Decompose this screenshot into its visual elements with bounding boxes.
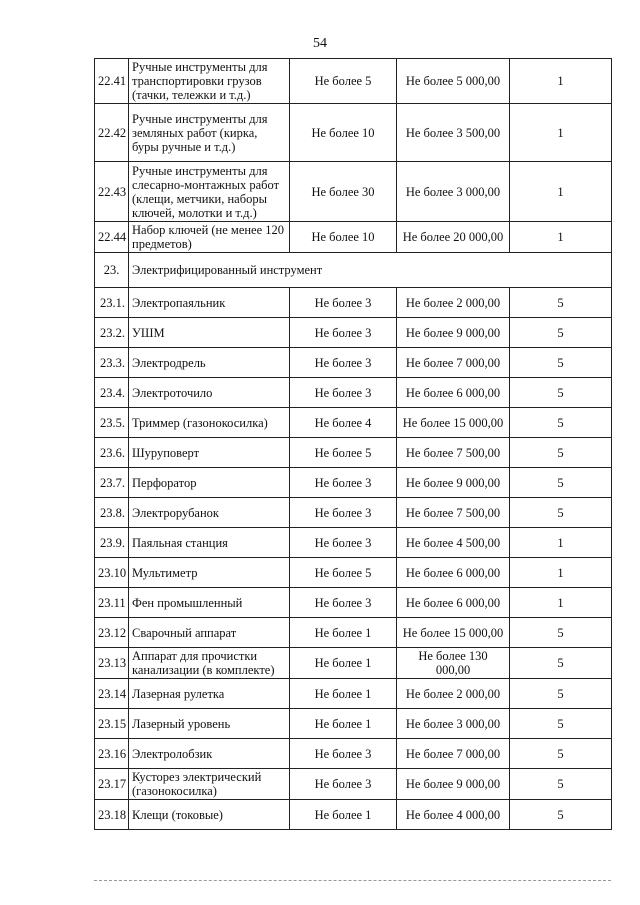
item-number-cell: 23.5. bbox=[95, 408, 129, 438]
table-row bbox=[95, 222, 612, 253]
item-term-cell: 5 bbox=[510, 800, 612, 830]
item-number-cell: 23.2. bbox=[95, 318, 129, 348]
item-price-cell: Не более 9 000,00 bbox=[397, 318, 510, 348]
table-row bbox=[95, 318, 612, 348]
table-row bbox=[95, 558, 612, 588]
item-number-cell: 23.15 bbox=[95, 709, 129, 739]
item-name-cell: Ручные инструменты для слесарно-монтажных работ (клещи, метчики, наборы ключей, молотки и т.д.) bbox=[129, 162, 290, 222]
item-number-cell: 23.3. bbox=[95, 348, 129, 378]
item-name-cell: Набор ключей (не менее 120 предметов) bbox=[129, 222, 290, 253]
item-number-cell: 22.42 bbox=[95, 104, 129, 162]
item-quantity-cell: Не более 30 bbox=[290, 162, 397, 222]
item-price-cell: Не более 9 000,00 bbox=[397, 769, 510, 800]
item-name-cell: Перфоратор bbox=[129, 468, 290, 498]
item-term-cell: 1 bbox=[510, 558, 612, 588]
item-number-cell: 23.16 bbox=[95, 739, 129, 769]
item-name-cell: Паяльная станция bbox=[129, 528, 290, 558]
item-quantity-cell: Не более 1 bbox=[290, 648, 397, 679]
item-price-cell: Не более 7 000,00 bbox=[397, 348, 510, 378]
item-quantity-cell: Не более 1 bbox=[290, 618, 397, 648]
item-number-cell: 23.7. bbox=[95, 468, 129, 498]
table-row bbox=[95, 104, 612, 162]
item-number-cell: 23.9. bbox=[95, 528, 129, 558]
item-term-cell: 5 bbox=[510, 648, 612, 679]
item-name-cell: Фен промышленный bbox=[129, 588, 290, 618]
table-row bbox=[95, 408, 612, 438]
item-term-cell: 1 bbox=[510, 222, 612, 253]
item-name-cell: Триммер (газонокосилка) bbox=[129, 408, 290, 438]
item-term-cell: 5 bbox=[510, 709, 612, 739]
item-name-cell: Электроточило bbox=[129, 378, 290, 408]
item-quantity-cell: Не более 3 bbox=[290, 498, 397, 528]
table-row bbox=[95, 679, 612, 709]
item-number-cell: 23.11 bbox=[95, 588, 129, 618]
table-row bbox=[95, 288, 612, 318]
item-quantity-cell: Не более 3 bbox=[290, 378, 397, 408]
item-quantity-cell: Не более 3 bbox=[290, 588, 397, 618]
item-price-cell: Не более 6 000,00 bbox=[397, 558, 510, 588]
item-name-cell: Электропаяльник bbox=[129, 288, 290, 318]
table-row bbox=[95, 498, 612, 528]
item-term-cell: 5 bbox=[510, 348, 612, 378]
item-name-cell: Лазерная рулетка bbox=[129, 679, 290, 709]
item-quantity-cell: Не более 3 bbox=[290, 348, 397, 378]
item-price-cell: Не более 6 000,00 bbox=[397, 378, 510, 408]
page-bottom-divider bbox=[94, 880, 611, 881]
item-number-cell: 23.18 bbox=[95, 800, 129, 830]
item-price-cell: Не более 2 000,00 bbox=[397, 679, 510, 709]
item-quantity-cell: Не более 3 bbox=[290, 739, 397, 769]
item-number-cell: 23.6. bbox=[95, 438, 129, 468]
table-row bbox=[95, 468, 612, 498]
item-number-cell: 23.10 bbox=[95, 558, 129, 588]
table-row bbox=[95, 59, 612, 104]
item-quantity-cell: Не более 3 bbox=[290, 528, 397, 558]
item-quantity-cell: Не более 5 bbox=[290, 438, 397, 468]
table-row bbox=[95, 800, 612, 830]
item-term-cell: 5 bbox=[510, 468, 612, 498]
item-number-cell: 23.17 bbox=[95, 769, 129, 800]
table-row bbox=[95, 709, 612, 739]
table-row bbox=[95, 438, 612, 468]
item-price-cell: Не более 7 000,00 bbox=[397, 739, 510, 769]
section-title-cell: Электрифицированный инструмент bbox=[129, 253, 612, 288]
item-term-cell: 5 bbox=[510, 288, 612, 318]
item-price-cell: Не более 5 000,00 bbox=[397, 59, 510, 104]
item-number-cell: 22.41 bbox=[95, 59, 129, 104]
item-term-cell: 5 bbox=[510, 739, 612, 769]
table-row bbox=[95, 648, 612, 679]
item-quantity-cell: Не более 1 bbox=[290, 709, 397, 739]
item-term-cell: 5 bbox=[510, 498, 612, 528]
item-term-cell: 1 bbox=[510, 588, 612, 618]
item-term-cell: 5 bbox=[510, 769, 612, 800]
item-number-cell: 23.13 bbox=[95, 648, 129, 679]
table-row bbox=[95, 348, 612, 378]
item-name-cell: Аппарат для прочистки канализации (в комплекте) bbox=[129, 648, 290, 679]
item-price-cell: Не более 3 000,00 bbox=[397, 162, 510, 222]
item-name-cell: Ручные инструменты для транспортировки грузов (тачки, тележки и т.д.) bbox=[129, 59, 290, 104]
item-price-cell: Не более 4 500,00 bbox=[397, 528, 510, 558]
item-term-cell: 1 bbox=[510, 162, 612, 222]
item-number-cell: 23.4. bbox=[95, 378, 129, 408]
table-row bbox=[95, 769, 612, 800]
item-number-cell: 23.14 bbox=[95, 679, 129, 709]
table-row bbox=[95, 588, 612, 618]
table-row bbox=[95, 162, 612, 222]
item-name-cell: Кусторез электрический (газонокосилка) bbox=[129, 769, 290, 800]
item-number-cell: 22.43 bbox=[95, 162, 129, 222]
table-row bbox=[95, 739, 612, 769]
table-row bbox=[95, 378, 612, 408]
item-price-cell: Не более 20 000,00 bbox=[397, 222, 510, 253]
item-number-cell: 23.12 bbox=[95, 618, 129, 648]
section-row bbox=[95, 253, 612, 288]
item-price-cell: Не более 130 000,00 bbox=[397, 648, 510, 679]
item-name-cell: Электрорубанок bbox=[129, 498, 290, 528]
item-term-cell: 1 bbox=[510, 528, 612, 558]
equipment-table bbox=[94, 58, 612, 830]
item-price-cell: Не более 15 000,00 bbox=[397, 408, 510, 438]
item-quantity-cell: Не более 4 bbox=[290, 408, 397, 438]
item-quantity-cell: Не более 3 bbox=[290, 468, 397, 498]
page-number: 54 bbox=[313, 36, 327, 51]
item-name-cell: УШМ bbox=[129, 318, 290, 348]
item-name-cell: Электродрель bbox=[129, 348, 290, 378]
item-quantity-cell: Не более 5 bbox=[290, 59, 397, 104]
item-price-cell: Не более 2 000,00 bbox=[397, 288, 510, 318]
item-name-cell: Ручные инструменты для земляных работ (кирка, буры ручные и т.д.) bbox=[129, 104, 290, 162]
item-name-cell: Лазерный уровень bbox=[129, 709, 290, 739]
item-quantity-cell: Не более 3 bbox=[290, 288, 397, 318]
item-number-cell: 23.1. bbox=[95, 288, 129, 318]
item-price-cell: Не более 7 500,00 bbox=[397, 438, 510, 468]
item-price-cell: Не более 7 500,00 bbox=[397, 498, 510, 528]
item-quantity-cell: Не более 1 bbox=[290, 679, 397, 709]
item-term-cell: 1 bbox=[510, 104, 612, 162]
item-price-cell: Не более 3 500,00 bbox=[397, 104, 510, 162]
item-term-cell: 5 bbox=[510, 618, 612, 648]
item-term-cell: 5 bbox=[510, 378, 612, 408]
item-term-cell: 5 bbox=[510, 318, 612, 348]
item-price-cell: Не более 3 000,00 bbox=[397, 709, 510, 739]
item-name-cell: Мультиметр bbox=[129, 558, 290, 588]
item-name-cell: Сварочный аппарат bbox=[129, 618, 290, 648]
item-price-cell: Не более 6 000,00 bbox=[397, 588, 510, 618]
item-quantity-cell: Не более 3 bbox=[290, 769, 397, 800]
item-term-cell: 5 bbox=[510, 679, 612, 709]
item-term-cell: 5 bbox=[510, 438, 612, 468]
item-quantity-cell: Не более 10 bbox=[290, 104, 397, 162]
table-row bbox=[95, 528, 612, 558]
item-name-cell: Электролобзик bbox=[129, 739, 290, 769]
item-price-cell: Не более 9 000,00 bbox=[397, 468, 510, 498]
item-price-cell: Не более 15 000,00 bbox=[397, 618, 510, 648]
item-term-cell: 1 bbox=[510, 59, 612, 104]
item-price-cell: Не более 4 000,00 bbox=[397, 800, 510, 830]
section-number-cell: 23. bbox=[95, 253, 129, 288]
item-quantity-cell: Не более 1 bbox=[290, 800, 397, 830]
item-quantity-cell: Не более 5 bbox=[290, 558, 397, 588]
item-name-cell: Клещи (токовые) bbox=[129, 800, 290, 830]
item-quantity-cell: Не более 3 bbox=[290, 318, 397, 348]
table-row bbox=[95, 618, 612, 648]
item-name-cell: Шуруповерт bbox=[129, 438, 290, 468]
item-quantity-cell: Не более 10 bbox=[290, 222, 397, 253]
item-term-cell: 5 bbox=[510, 408, 612, 438]
item-number-cell: 22.44 bbox=[95, 222, 129, 253]
item-number-cell: 23.8. bbox=[95, 498, 129, 528]
